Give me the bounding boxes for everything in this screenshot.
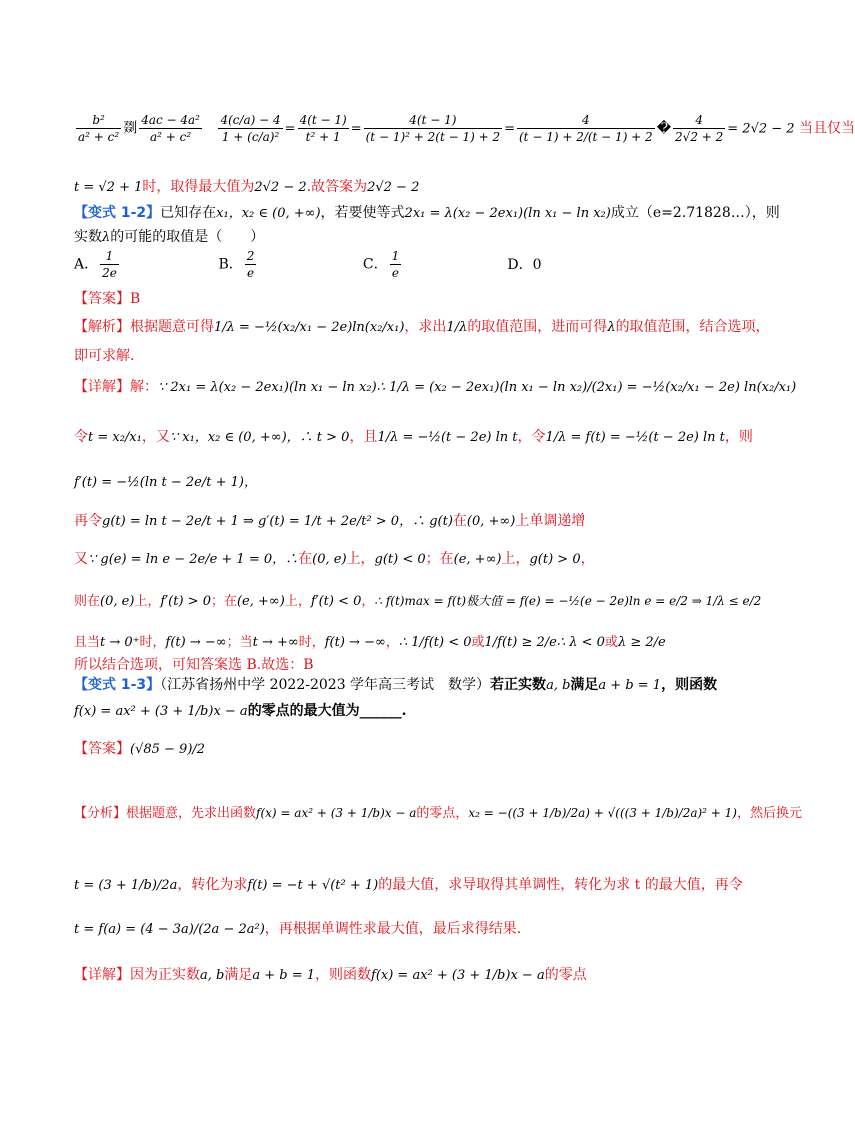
detail-line-8: 【详解】因为正实数a, b满足a + b = 1，则函数f(x) = ax² + (3 + 1/b)x − a的零点 [74,967,587,983]
answer-line-2: 【答案】(√85 − 9)/2 [74,741,206,757]
analysis-line-cont: 即可求解. [74,348,135,364]
detail-line-5: 又∵ g(e) = ln e − 2e/e + 1 = 0，∴在(0, e)上，g(t) < 0；在(e, +∞)上，g(t) > 0， [74,551,595,567]
analysis-line-2: 【分析】根据题意，先求出函数f(x) = ax² + (3 + 1/b)x − a的零点，x₂ = −((3 + 1/b)/2a) + √(((3 + 1/b)/2a)² + 1)，然后换元 [74,806,803,821]
fraction: $\frac{\text{b²}}{\text{a² + c²}}$ [78,113,120,144]
analysis-line-4: t = f(a) = (4 − 3a)/(2a − 2a²)，再根据单调性求最大值，最后求得结果. [74,921,522,937]
variant-1-3-question-cont: f(x) = ax² + (3 + 1/b)x − a的零点的最大值为______. [74,703,407,719]
garbled-glyph: 剟 [123,120,138,137]
analysis-line-3: t = (3 + 1/b)/2a，转化为求f(t) = −t + √(t² + 1)的最大值，求导取得其单调性，转化为求 t 的最大值，再令 [74,877,743,893]
fraction: $\frac{4(c/a) - 4}{\text{1 + (c/a)²}}$ [220,113,281,144]
fraction: $\frac{4}{(t - 1) + 2/(t - 1) + 2}$ [519,113,653,144]
variant-1-2-question-cont: 实数λ的可能的取值是（ ） [74,229,265,245]
detail-line-6: 则在(0, e)上，f′(t) > 0；在(e, +∞)上，f′(t) < 0，∴ f(t)max = f(t)极大值 = f(e) = −½(e − 2e)ln e = e/2 ⇒ 1/λ ≤ e/2 [74,594,762,609]
detail-line-4: 再令g(t) = ln t − 2e/t + 1 ⇒ g′(t) = 1/t + 2e/t² > 0，∴ g(t)在(0, +∞)上单调递增 [74,513,586,529]
derivation-line: $\frac{\text{b²}}{\text{a² + c²}}$ 剟 $\frac{\text{4ac − 4a²}}{\text{a² + c²}}$ $\frac{4(c/a) - 4}{\text{1 + (c/a)²}}$ = $\frac{4(t - 1)}{\text{t² + 1}}$ = $\frac{4(t - 1)}{\text{(t − 1)² + 2(t − 1) + 2}}$ = $\frac{4}{(t - 1) + 2/(t - 1) + 2}$ � $\frac{4}{2√2 + 2}$ = 2√2 − 2 当且仅当 [78,113,855,144]
fraction: $\frac{\text{4ac − 4a²}}{\text{a² + c²}}$ [141,113,200,144]
option-b: B． $\frac{2}{e}$ [218,249,255,280]
detail-line-7: 且当t → 0⁺时，f(t) → −∞；当t → +∞时，f(t) → −∞，∴ 1/f(t) < 0或1/f(t) ≥ 2/e∴ λ < 0或λ ≥ 2/e [74,635,666,650]
analysis-line: 【解析】根据题意可得1/λ = −½(x₂/x₁ − 2e)ln(x₂/x₁)，求出1/λ的取值范围，进而可得λ的取值范围，结合选项， [74,319,770,335]
detail-line-3: f′(t) = −½(ln t − 2e/t + 1)， [74,475,257,490]
conclusion-line: 所以结合选项，可知答案选 B.故选：B [74,657,314,673]
fraction: $\frac{4(t - 1)}{\text{(t − 1)² + 2(t − 1) + 2}}$ [365,113,501,144]
option-c: C． $\frac{1}{e}$ [362,249,400,280]
option-a: A． $\frac{1}{2e}$ [74,249,117,280]
detail-line-1: 【详解】解：∵ 2x₁ = λ(x₂ − 2ex₁)(ln x₁ − ln x₂)∴ 1/λ = (x₂ − 2ex₁)(ln x₁ − ln x₂)/(2x₁) = −½(x₂/x₁ − 2e) ln(x₂/x₁) [74,379,797,395]
answer-line: 【答案】B [74,291,141,307]
variant-1-2-question: 【变式 1-2】已知存在x₁，x₂ ∈ (0, +∞)，若要使等式2x₁ = λ(x₂ − 2ex₁)(ln x₁ − ln x₂)成立（e=2.71828…），则 [74,205,780,221]
options-row [74,248,760,284]
option-d: D．0 [507,256,542,273]
variant-1-3-question: 【变式 1-3】（江苏省扬州中学 2022-2023 学年高三考试 数学）若正实数a, b满足a + b = 1，则函数 [74,677,718,693]
fraction: $\frac{4(t - 1)}{\text{t² + 1}}$ [299,113,347,144]
result-line: t = √2 + 1时，取得最大值为2√2 − 2.故答案为2√2 − 2 [74,179,420,195]
fraction: $\frac{4}{2√2 + 2}$ [675,113,724,144]
detail-line-2: 令t = x₂/x₁，又∵ x₁，x₂ ∈ (0, +∞)，∴ t > 0，且1/λ = −½(t − 2e) ln t，令1/λ = f(t) = −½(t − 2e) ln t，则 [74,429,753,445]
